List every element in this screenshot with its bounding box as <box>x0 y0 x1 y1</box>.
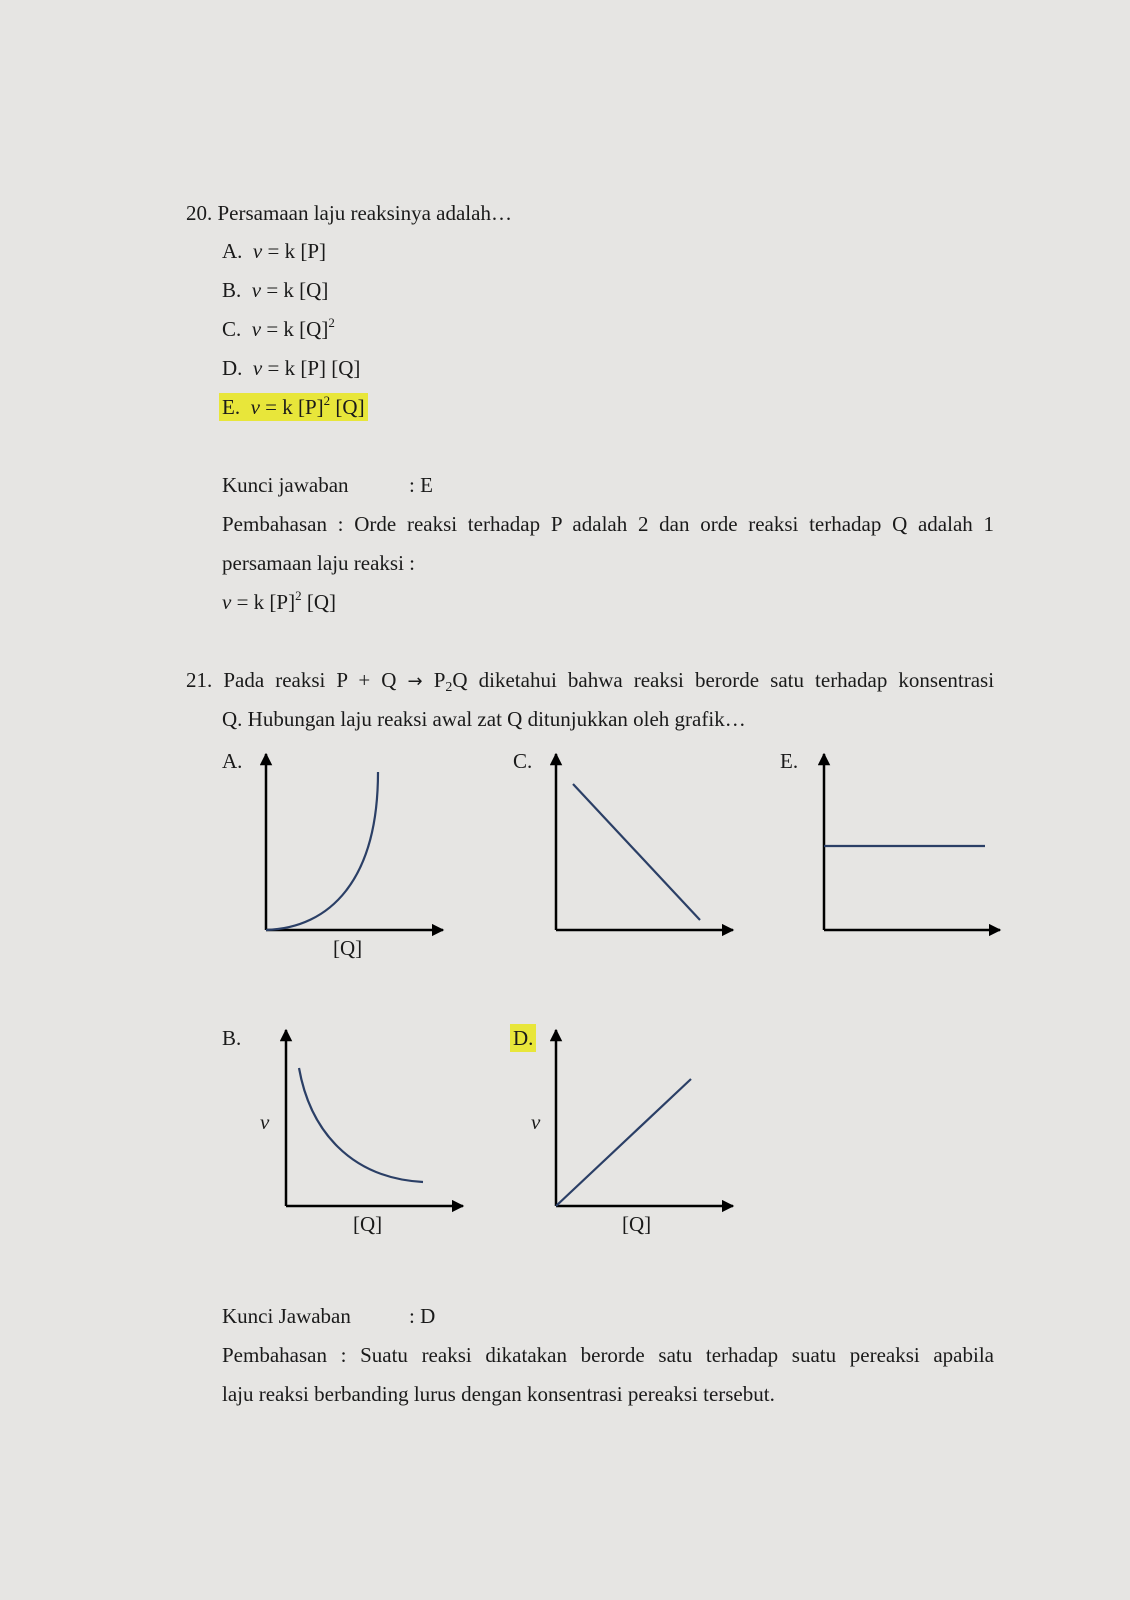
option-expr2: [Q] <box>335 395 365 419</box>
answer-key-value: : E <box>409 473 433 497</box>
option-letter: A. <box>222 239 243 263</box>
ylabel-v: v <box>260 1110 270 1134</box>
option-v: v <box>251 317 262 341</box>
explanation-text: Orde reaksi terhadap P adalah 2 dan orde reaksi terhadap Q adalah 1 <box>354 512 994 536</box>
graph-b-letter[interactable]: B. <box>222 1026 242 1050</box>
graph-a-curve <box>266 772 378 930</box>
q20-question: Persamaan laju reaksinya adalah… <box>217 201 512 225</box>
explanation-label: Pembahasan : <box>222 1343 347 1367</box>
answer-key-value: : D <box>409 1304 436 1328</box>
option-letter: C. <box>222 317 242 341</box>
graph-a[interactable] <box>266 754 443 930</box>
q21-reactants: Pada reaksi P + Q <box>223 668 397 692</box>
product-p: P <box>433 668 446 692</box>
q21-explanation-line1 <box>222 1342 994 1368</box>
q21-explanation-line2: laju reaksi berbanding lurus dengan konsentrasi pereaksi tersebut. <box>222 1382 775 1406</box>
answer-key-label: Kunci jawaban <box>222 473 349 497</box>
formula-superscript: 2 <box>295 588 302 603</box>
q21-answer-key <box>222 1303 436 1329</box>
option-letter: E. <box>222 395 241 419</box>
option-letter: D. <box>222 356 243 380</box>
graph-b[interactable] <box>286 1030 463 1206</box>
q21-question-line2: Q. Hubungan laju reaksi awal zat Q ditunjukkan oleh grafik… <box>222 707 746 731</box>
graph-d-xlabel: [Q] <box>622 1212 652 1236</box>
graph-c[interactable] <box>556 754 733 930</box>
answer-key-label: Kunci Jawaban <box>222 1304 351 1328</box>
graph-a-xlabel: [Q] <box>333 936 363 960</box>
product-subscript: 2 <box>445 680 453 695</box>
option-superscript: 2 <box>323 393 331 408</box>
q20-number: 20. <box>186 201 213 225</box>
option-expr: = k [Q] <box>266 317 329 341</box>
option-expr: = k [P] <box>267 239 327 263</box>
option-v: v <box>250 395 260 419</box>
graph-b-curve <box>299 1068 423 1182</box>
formula-expr: = k [P] <box>236 590 296 614</box>
graph-c-letter[interactable]: C. <box>513 749 533 773</box>
graph-d-line <box>556 1079 691 1206</box>
graph-b-xlabel: [Q] <box>353 1212 383 1236</box>
formula-v: v <box>222 590 232 614</box>
reaction-arrow-icon: → <box>407 671 423 692</box>
option-v: v <box>251 278 262 302</box>
graph-d[interactable] <box>556 1030 733 1206</box>
graph-e[interactable] <box>824 754 1000 930</box>
q21-question-text: diketahui bahwa reaksi berorde satu terhadap konsentrasi <box>478 668 995 692</box>
explanation-label: Pembahasan : <box>222 512 344 536</box>
option-v: v <box>252 356 263 380</box>
product-q: Q <box>452 668 468 692</box>
option-letter: B. <box>222 278 242 302</box>
explanation-text: Suatu reaksi dikatakan berorde satu terhadap suatu pereaksi apabila <box>360 1343 994 1367</box>
option-v: v <box>252 239 263 263</box>
graph-a-letter[interactable]: A. <box>222 749 243 773</box>
option-superscript: 2 <box>328 315 335 330</box>
option-expr: = k [Q] <box>266 278 329 302</box>
q20-explanation-line2: persamaan laju reaksi : <box>222 551 415 575</box>
q21-number: 21. <box>186 668 213 692</box>
ylabel-v: v <box>531 1110 541 1134</box>
option-expr: = k [P] [Q] <box>267 356 361 380</box>
graph-e-letter[interactable]: E. <box>780 749 799 773</box>
formula-expr2: [Q] <box>306 590 336 614</box>
option-expr: = k [P] <box>265 395 324 419</box>
graph-c-line <box>573 784 700 920</box>
correct-answer-highlight: D. <box>510 1024 536 1052</box>
